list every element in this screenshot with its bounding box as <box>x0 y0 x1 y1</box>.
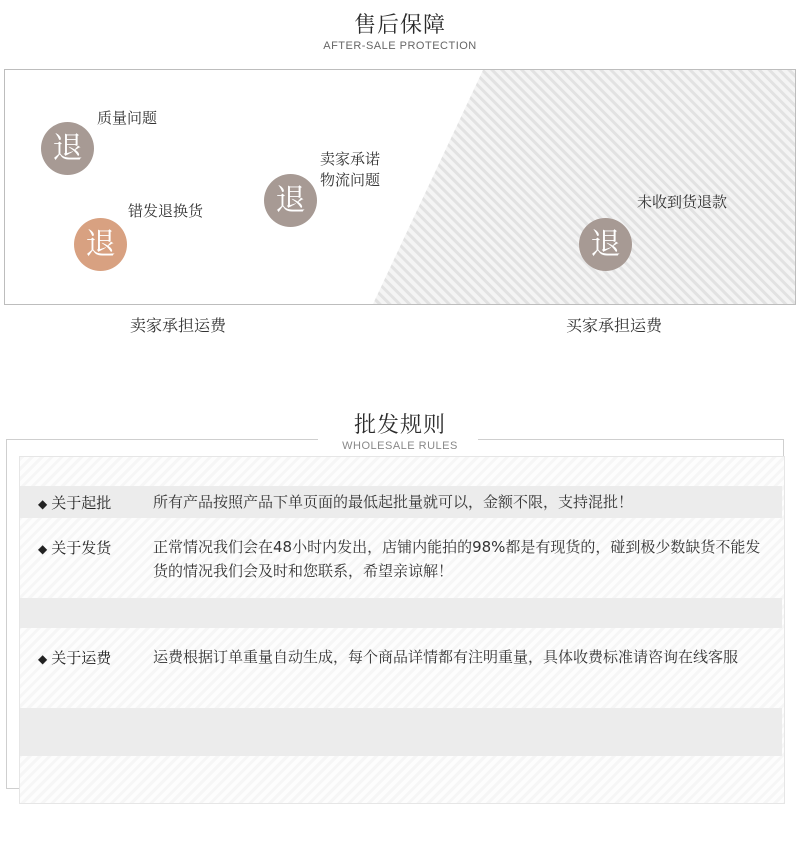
rule-key-freight <box>38 647 111 668</box>
protection-panel <box>4 69 796 305</box>
after-sale-title: 售后保障 <box>353 13 446 38</box>
rule-key-label: 关于起批 <box>51 494 112 512</box>
badge-char: 退 <box>275 182 306 218</box>
label-logistics-issue: 物流问题 <box>320 171 381 189</box>
refund-badge-icon <box>264 174 317 227</box>
rule-key-min-order <box>38 492 111 513</box>
row-band <box>20 708 782 756</box>
badge-char: 退 <box>52 130 83 166</box>
badge-char: 退 <box>85 226 116 262</box>
diamond-bullet-icon: ◆ <box>38 652 48 666</box>
rule-key-shipping <box>38 537 111 558</box>
row-band <box>20 598 782 628</box>
stripe-background <box>5 70 795 304</box>
rule-key-label: 关于运费 <box>51 649 112 667</box>
refund-badge-icon <box>579 218 632 271</box>
label-seller-promise: 卖家承诺 <box>320 150 381 168</box>
rule-text-shipping: 正常情况我们会在48小时内发出，店铺内能拍的98%都是有现货的，碰到极少数缺货不能发货的情况我们会及时和您联系，希望亲谅解！ <box>153 538 761 580</box>
wholesale-title: 批发规则 <box>353 413 446 438</box>
rule-text-min-order: 所有产品按照产品下单页面的最低起批量就可以，金额不限，支持混批！ <box>153 493 634 511</box>
label-quality-issue: 质量问题 <box>97 109 158 127</box>
wholesale-subtitle: WHOLESALE RULES <box>342 440 458 452</box>
refund-badge-icon <box>41 122 94 175</box>
label-wrong-item: 错发退换货 <box>128 202 204 220</box>
rule-text-freight: 运费根据订单重量自动生成，每个商品详情都有注明重量，具体收费标准请咨询在线客服 <box>153 648 739 666</box>
diamond-bullet-icon: ◆ <box>38 542 48 556</box>
label-not-received: 未收到货退款 <box>637 193 728 211</box>
buyer-pays-shipping: 买家承担运费 <box>565 316 662 335</box>
rule-key-label: 关于发货 <box>51 539 112 557</box>
diamond-bullet-icon: ◆ <box>38 497 48 511</box>
seller-pays-shipping: 卖家承担运费 <box>129 316 226 335</box>
refund-badge-icon <box>74 218 127 271</box>
badge-char: 退 <box>590 226 621 262</box>
after-sale-subtitle: AFTER-SALE PROTECTION <box>323 40 477 52</box>
